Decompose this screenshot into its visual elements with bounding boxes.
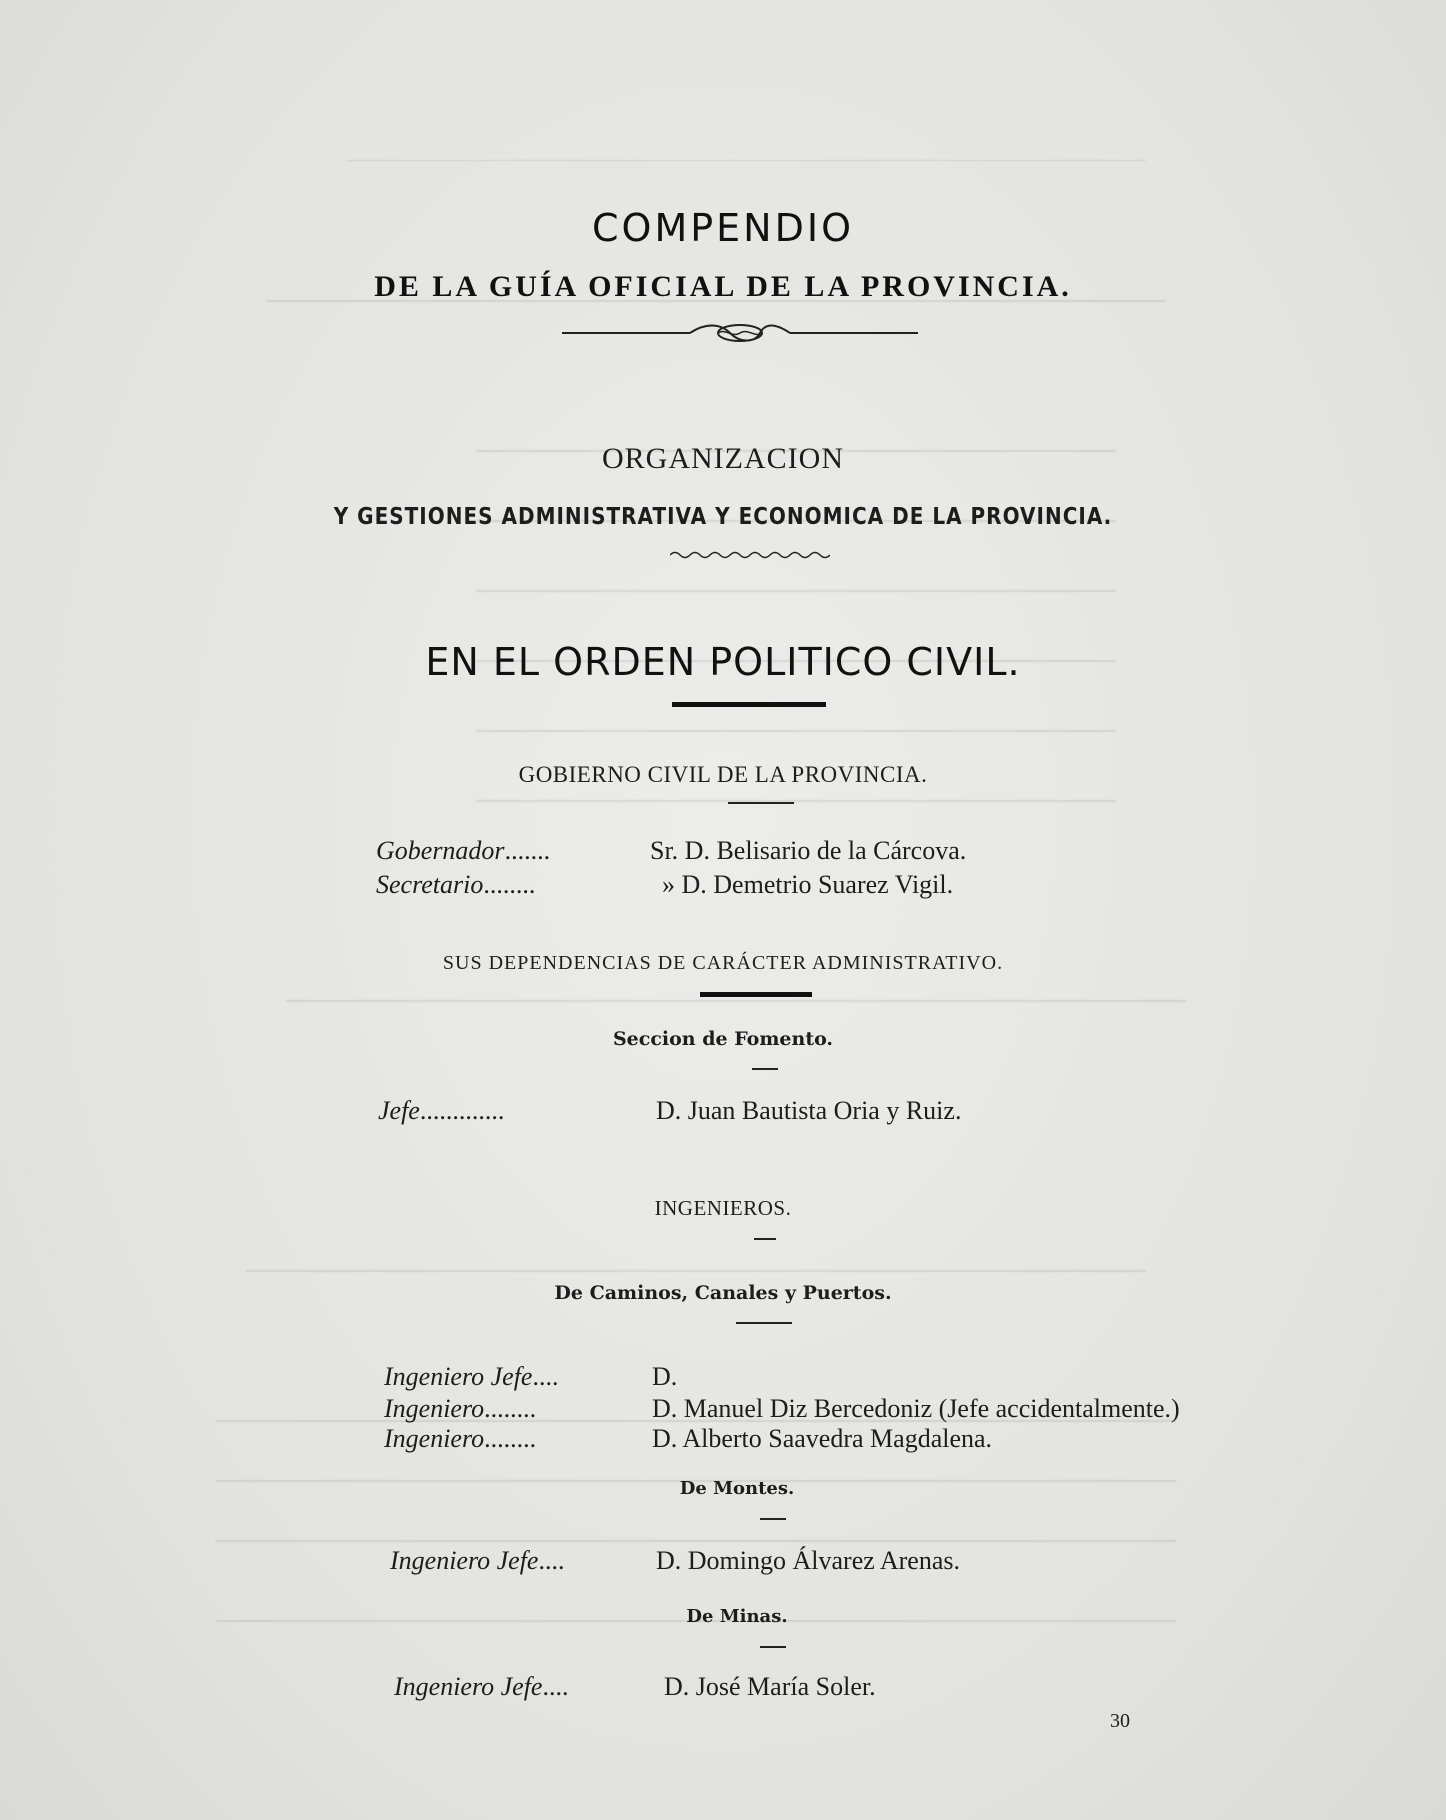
- jefe-fomento-name: D. Juan Bautista Oria y Ruiz.: [656, 1096, 962, 1125]
- orden-politico-title: EN EL ORDEN POLITICO CIVIL.: [425, 640, 1021, 684]
- fomento-title: Seccion de Fomento.: [612, 1028, 834, 1050]
- leader-dots: .............: [419, 1096, 505, 1125]
- ingenieros-title: INGENIEROS.: [654, 1196, 792, 1220]
- role-label: Ingeniero Jefe: [384, 1362, 533, 1391]
- section-rule: [700, 992, 812, 997]
- role-label: Gobernador: [376, 836, 505, 865]
- caminos-ingeniero-1-role: [384, 1394, 536, 1424]
- section-rule: [752, 1068, 778, 1070]
- leader-dots: ....: [542, 1672, 569, 1701]
- role-label: Secretario: [376, 870, 484, 899]
- gobernador-role: [376, 836, 550, 866]
- gobernador-name: Sr. D. Belisario de la Cárcova.: [650, 836, 967, 865]
- role-label: Ingeniero: [384, 1394, 485, 1423]
- gobierno-civil-title: GOBIERNO CIVIL DE LA PROVINCIA.: [518, 762, 928, 787]
- caminos-jefe-name: D.: [652, 1362, 678, 1391]
- document-subtitle: DE LA GUÍA OFICIAL DE LA PROVINCIA.: [374, 270, 1072, 303]
- role-label: Ingeniero: [384, 1424, 485, 1453]
- montes-jefe-name: D. Domingo Álvarez Arenas.: [656, 1546, 960, 1575]
- role-label: Ingeniero Jefe: [394, 1672, 543, 1701]
- leader-dots: ....: [538, 1546, 565, 1575]
- montes-jefe-role: [390, 1546, 564, 1576]
- flourish-ornament: [560, 318, 920, 348]
- leader-dots: ........: [483, 870, 536, 899]
- section-rule: [728, 802, 794, 804]
- organizacion-subtitle: Y GESTIONES ADMINISTRATIVA Y ECONOMICA DE LA PROVINCIA.: [333, 502, 1113, 530]
- leader-dots: ........: [484, 1394, 537, 1423]
- wavy-divider: [670, 550, 830, 560]
- section-rule: [736, 1322, 792, 1324]
- section-rule: [754, 1238, 776, 1240]
- role-label: Ingeniero Jefe: [390, 1546, 539, 1575]
- caminos-ingeniero-2-name: D. Alberto Saavedra Magdalena.: [652, 1424, 993, 1453]
- dependencias-title: SUS DEPENDENCIAS DE CARÁCTER ADMINISTRATIVO.: [442, 952, 1004, 974]
- minas-jefe-name: D. José María Soler.: [664, 1672, 876, 1701]
- leader-dots: ....: [532, 1362, 559, 1391]
- leader-dots: ........: [484, 1424, 537, 1453]
- organizacion-title: ORGANIZACION: [602, 442, 844, 475]
- section-rule: [760, 1646, 786, 1648]
- montes-title: De Montes.: [679, 1478, 795, 1499]
- minas-title: De Minas.: [686, 1606, 788, 1627]
- secretario-name: » D. Demetrio Suarez Vigil.: [662, 870, 954, 899]
- section-rule: [672, 702, 826, 707]
- minas-jefe-role: [394, 1672, 568, 1702]
- document-title: COMPENDIO: [592, 206, 854, 250]
- jefe-fomento-role: [378, 1096, 504, 1126]
- caminos-ingeniero-1-name: D. Manuel Diz Bercedoniz (Jefe accidentalmente.): [652, 1394, 1180, 1423]
- section-rule: [760, 1518, 786, 1520]
- page-number: 30: [1110, 1710, 1130, 1732]
- caminos-ingeniero-2-role: [384, 1424, 536, 1454]
- leader-dots: .......: [504, 836, 551, 865]
- role-label: Jefe: [378, 1096, 420, 1125]
- caminos-title: De Caminos, Canales y Puertos.: [554, 1282, 892, 1304]
- secretario-role: [376, 870, 535, 900]
- caminos-jefe-role: [384, 1362, 558, 1392]
